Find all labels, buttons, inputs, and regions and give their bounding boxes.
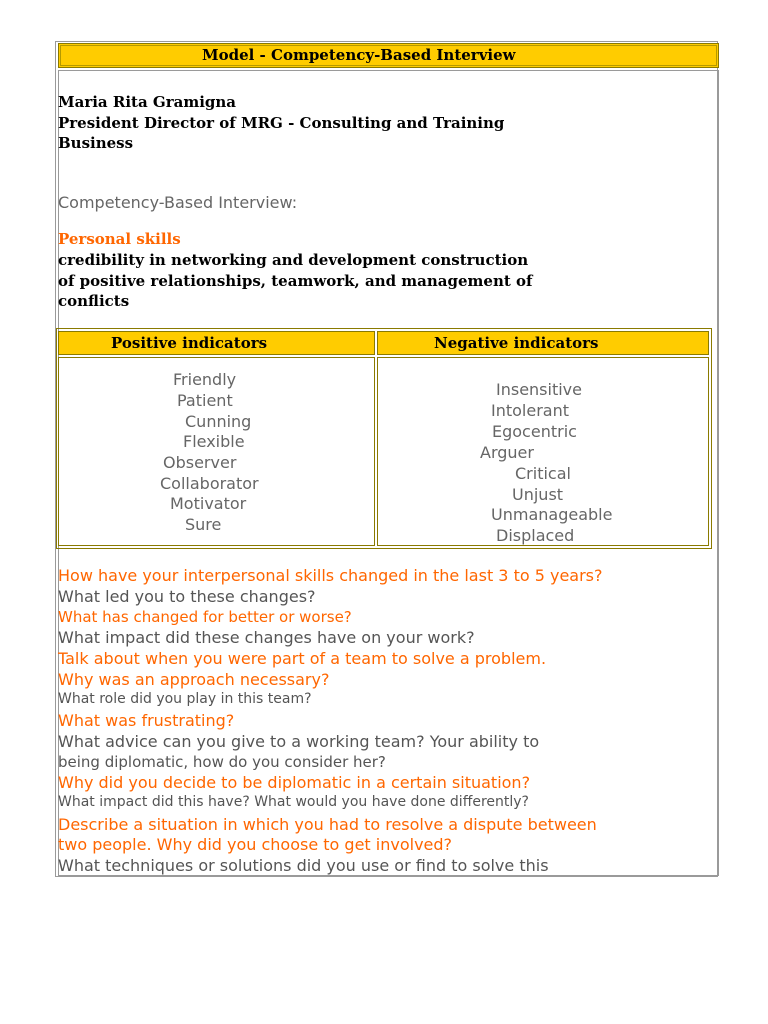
positive-indicator: Flexible <box>183 432 245 451</box>
author-role-cont: Business <box>58 134 134 152</box>
question-line: two people. Why did you choose to get involved? <box>58 835 453 854</box>
negative-indicator: Unjust <box>512 485 564 504</box>
question-line: Why did you decide to be diplomatic in a certain situation? <box>58 773 531 792</box>
author-name: Maria Rita Gramigna <box>58 93 237 111</box>
positive-indicator: Friendly <box>173 370 237 389</box>
question-line: How have your interpersonal skills changed in the last 3 to 5 years? <box>58 566 603 585</box>
positive-indicator: Sure <box>185 515 222 534</box>
document-title: Model - Competency-Based Interview <box>202 46 516 64</box>
question-line: Why was an approach necessary? <box>58 670 330 689</box>
skill-description-line: conflicts <box>58 292 130 310</box>
question-line: What was frustrating? <box>58 711 235 730</box>
document-title-bar <box>58 43 719 68</box>
author-block <box>58 92 504 154</box>
skill-description <box>58 250 533 312</box>
skill-description-line: credibility in networking and development construction <box>58 251 529 269</box>
negative-indicator: Unmanageable <box>491 505 613 524</box>
negative-indicator: Insensitive <box>496 380 582 399</box>
negative-indicator: Displaced <box>496 526 575 545</box>
negative-indicators-header-label: Negative indicators <box>434 334 599 352</box>
question-line: What has changed for better or worse? <box>58 608 352 626</box>
question-line: What advice can you give to a working team? Your ability to <box>58 732 540 751</box>
question-line: What led you to these changes? <box>58 587 316 606</box>
positive-indicator: Patient <box>177 391 233 410</box>
positive-indicators-header-label: Positive indicators <box>111 334 268 352</box>
skill-description-line: of positive relationships, teamwork, and management of <box>58 271 533 290</box>
negative-indicator: Critical <box>515 464 571 483</box>
negative-indicators-header <box>377 331 709 355</box>
question-line: What role did you play in this team? <box>58 691 312 707</box>
question-line: What impact did this have? What would you have done differently? <box>58 794 529 810</box>
skill-title: Personal skills <box>58 230 181 248</box>
negative-indicator: Egocentric <box>492 422 577 441</box>
question-line: Talk about when you were part of a team to solve a problem. <box>58 649 547 668</box>
positive-indicator: Cunning <box>185 412 252 431</box>
question-line: being diplomatic, how do you consider her? <box>58 753 386 771</box>
positive-indicator: Collaborator <box>160 474 259 493</box>
question-line: What techniques or solutions did you use or find to solve this <box>58 856 549 875</box>
negative-indicator: Intolerant <box>491 401 570 420</box>
negative-indicator: Arguer <box>480 443 534 462</box>
positive-indicators-header <box>58 331 375 355</box>
section-heading: Competency-Based Interview: <box>58 193 298 212</box>
positive-indicator: Motivator <box>170 494 247 513</box>
author-role: President Director of MRG - Consulting and Training <box>58 113 505 132</box>
question-line: What impact did these changes have on your work? <box>58 628 475 647</box>
question-line: Describe a situation in which you had to resolve a dispute between <box>58 815 597 834</box>
positive-indicator: Observer <box>163 453 237 472</box>
